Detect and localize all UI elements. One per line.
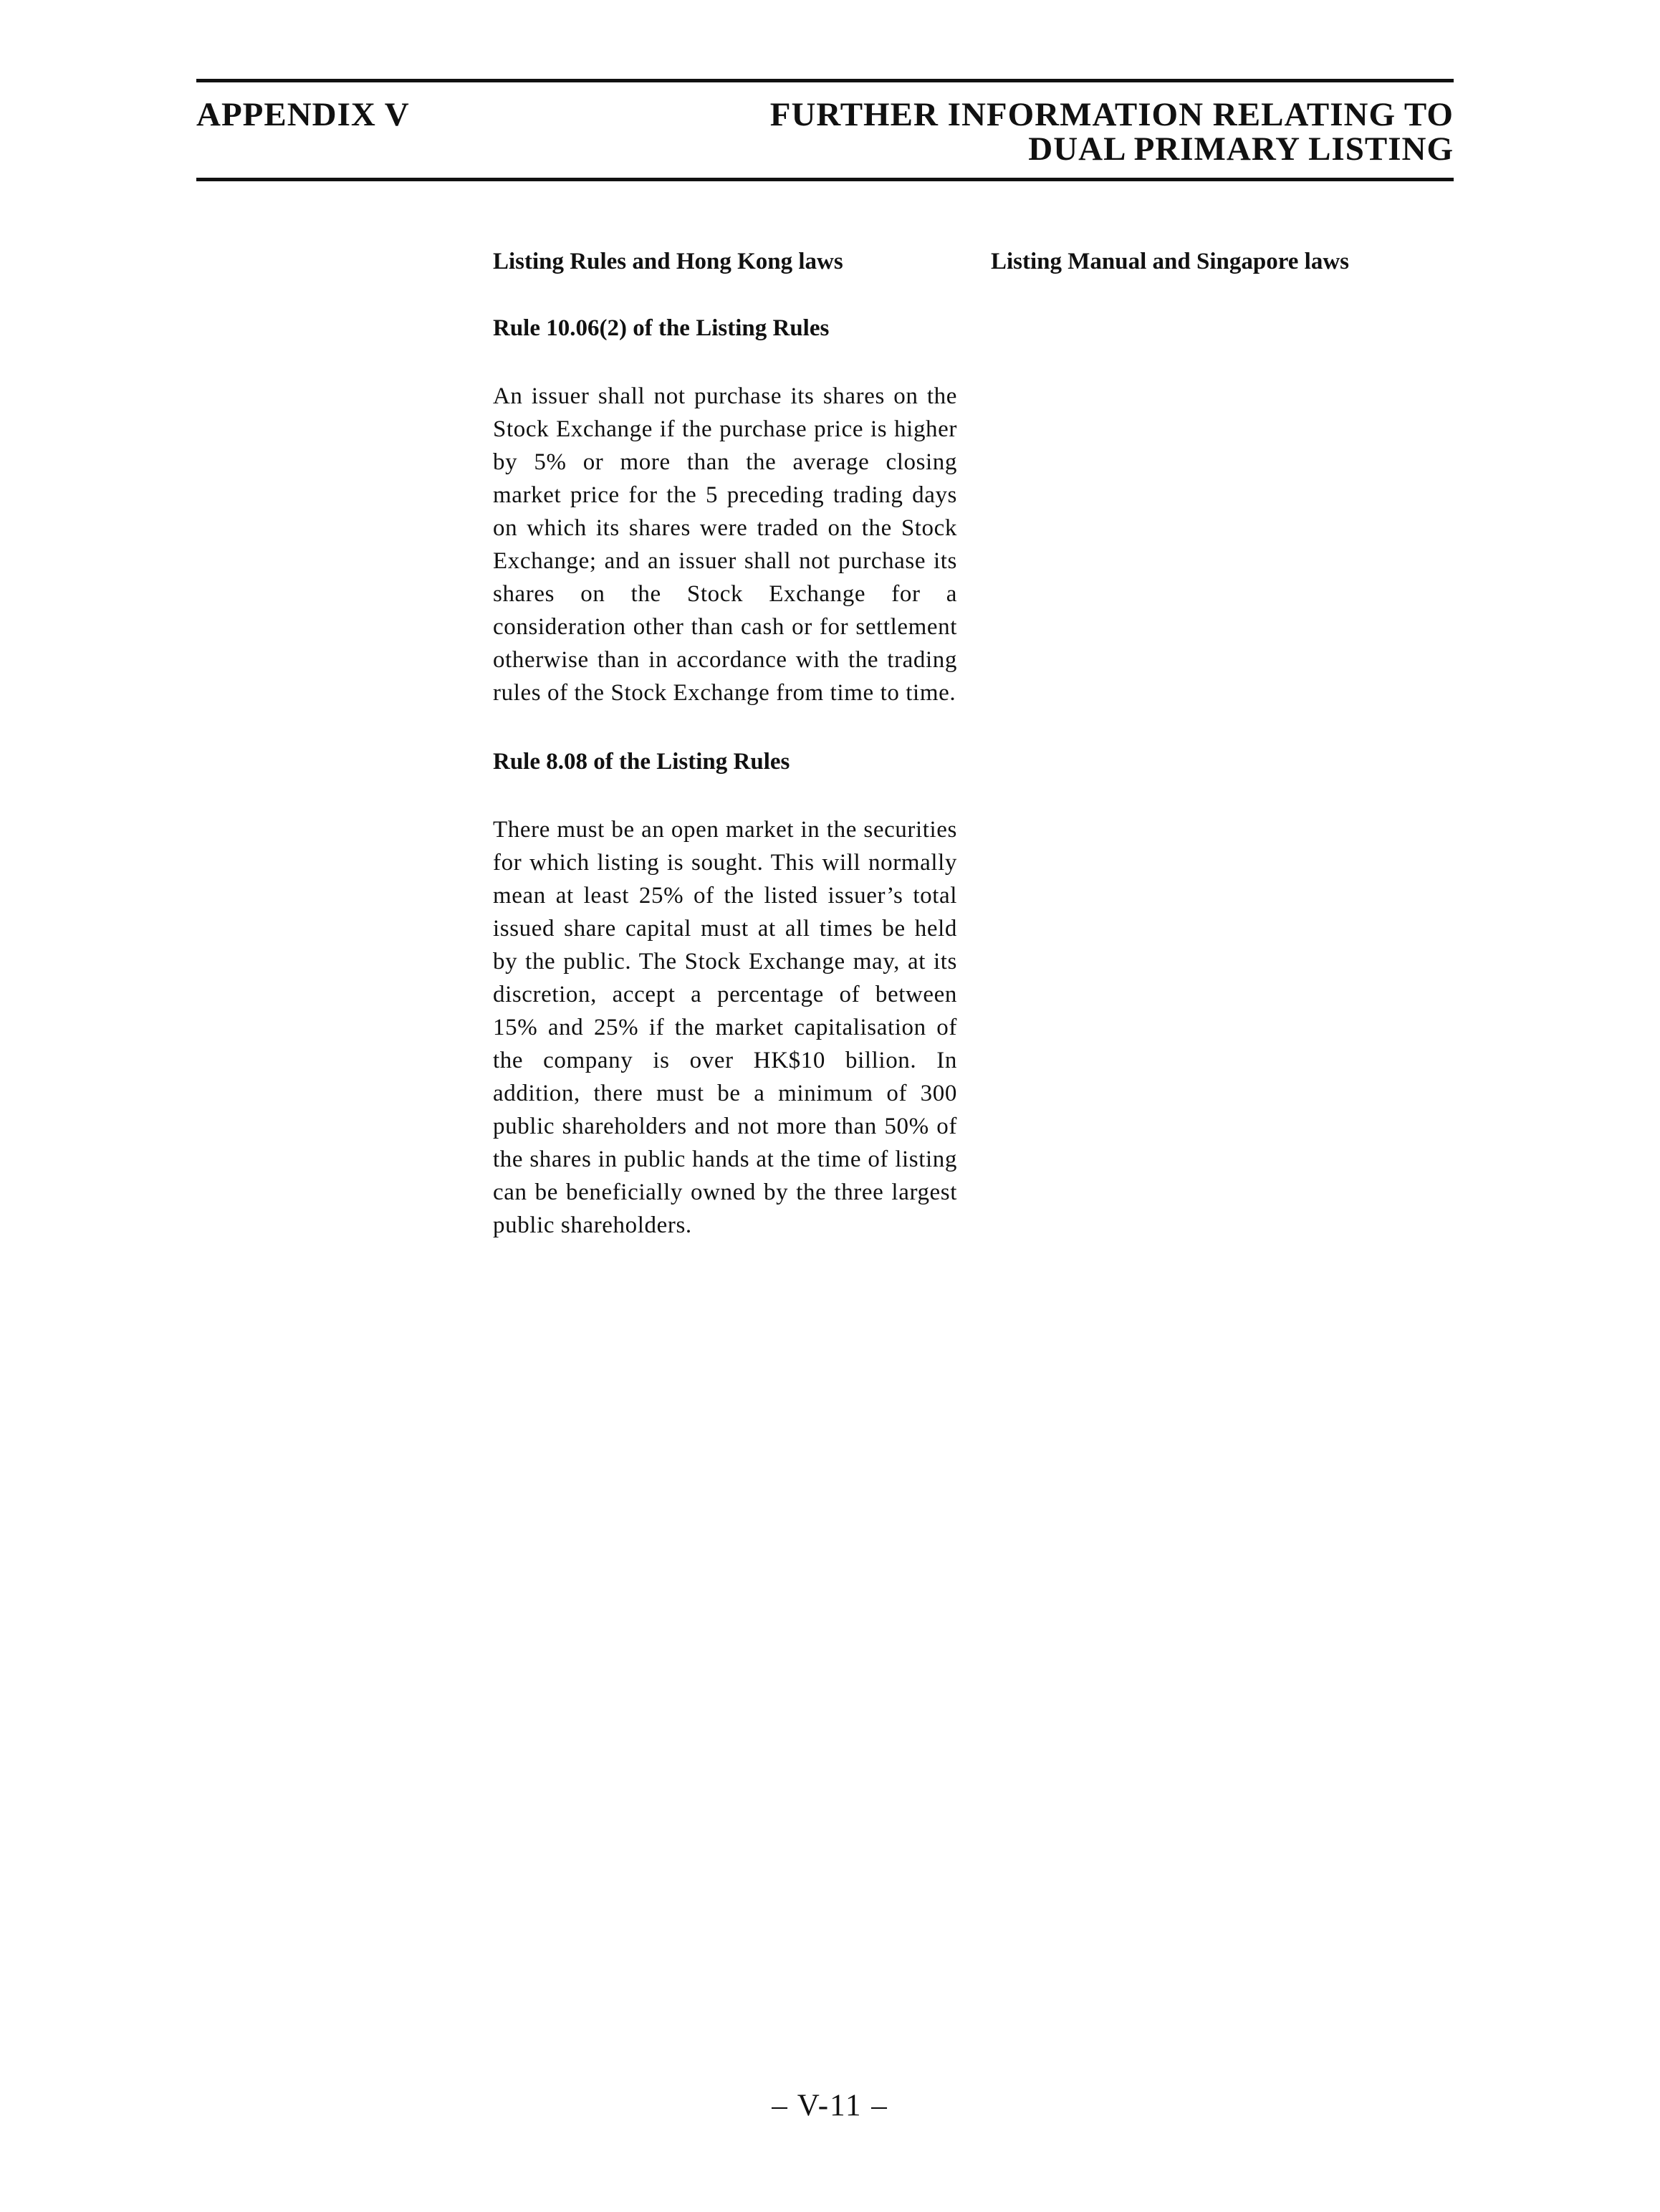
page-title-line-1: FURTHER INFORMATION RELATING TO	[769, 96, 1454, 133]
page-number: – V-11 –	[772, 2089, 888, 2122]
rule-10-06-paragraph: An issuer shall not purchase its shares on the Stock Exchange if the purchase price is higher by 5% or more than the average closing market price for the 5 preceding trading days on which its shares were traded on the Stock Exchange; and an issuer shall not purchase its shares on the Stock Exchange for a consideration other than cash or for settlement otherwise than in accordance with the trading rules of the Stock Exchange from time to time.	[493, 383, 957, 706]
appendix-label: APPENDIX V	[196, 96, 410, 133]
header-top-rule	[196, 79, 1454, 82]
singapore-column-heading: Listing Manual and Singapore laws	[991, 249, 1350, 274]
rule-8-08-paragraph: There must be an open market in the securities for which listing is sought. This will normally mean at least 25% of the listed issuer’s total issued share capital must at all times be held by the public. The Stock Exchange may, at its discretion, accept a percentage of between 15% and 25% if the market capitalisation of the company is over HK$10 billion. In addition, there must be a minimum of 300 public shareholders and not more than 50% of the shares in public hands at the time of listing can be beneficially owned by the three largest public shareholders.	[493, 817, 957, 1238]
hong-kong-column	[493, 247, 957, 1242]
rule-8-08-heading: Rule 8.08 of the Listing Rules	[493, 749, 790, 775]
page-title	[770, 97, 1454, 166]
header-bottom-rule	[196, 178, 1454, 181]
singapore-column	[991, 247, 1464, 276]
page-title-line-2: DUAL PRIMARY LISTING	[1028, 130, 1454, 168]
hong-kong-column-heading: Listing Rules and Hong Kong laws	[493, 249, 843, 274]
rule-10-06-heading: Rule 10.06(2) of the Listing Rules	[493, 315, 830, 341]
